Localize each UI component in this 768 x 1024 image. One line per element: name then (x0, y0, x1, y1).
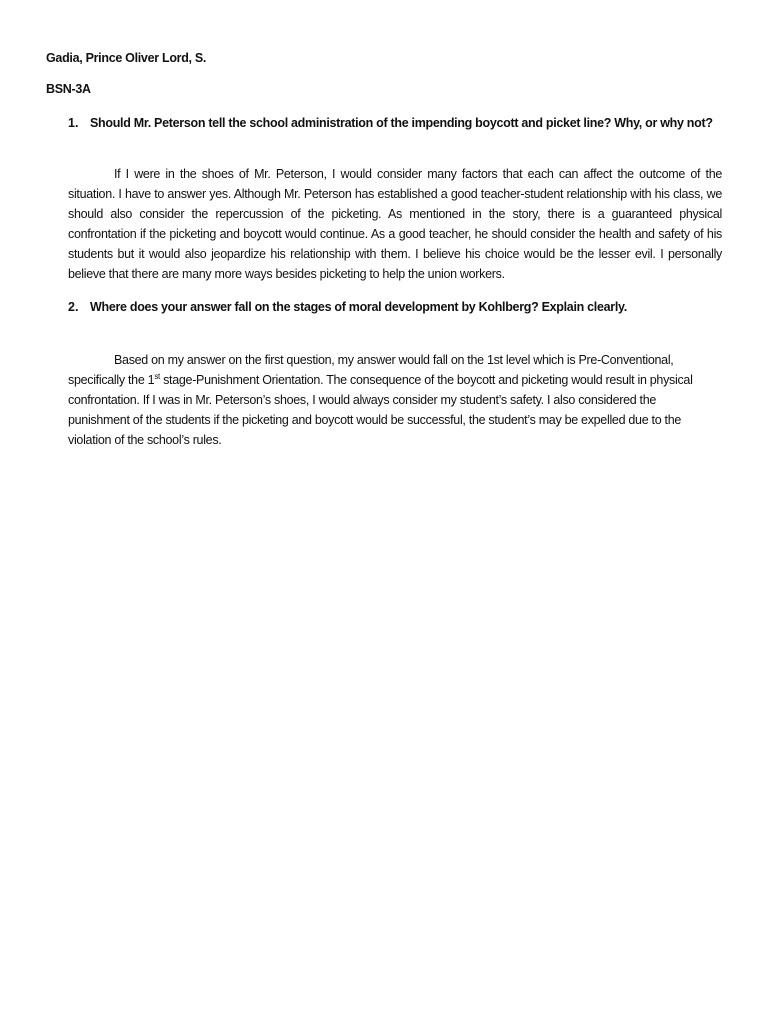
question-1-text: Should Mr. Peterson tell the school administration of the impending boycott and picket line? Why, or why not? (90, 116, 713, 130)
student-section: BSN-3A (46, 82, 91, 96)
student-name: Gadia, Prince Oliver Lord, S. (46, 51, 207, 65)
answer-2-text-part2: stage-Punishment Orientation. The consequence of the boycott and picketing would result in physical confrontation. If I was in Mr. Peterson’s shoes, I would always consider my student’s safety. I also considered the punishment of the students if the picketing and boycott would be successful, the student’s may be expelled due to the violation of the school’s rules. (68, 373, 693, 447)
answer-1-paragraph (68, 164, 722, 284)
question-1-number: 1. (68, 116, 79, 130)
question-2-text: Where does your answer fall on the stages of moral development by Kohlberg? Explain clearly. (90, 300, 627, 314)
answer-1-text: If I were in the shoes of Mr. Peterson, I would consider many factors that each can affect the outcome of the situation. I have to answer yes. Although Mr. Peterson has established a good teacher-student relationship with his class, we should also consider the repercussion of the picketing. As mentioned in the story, there is a guaranteed physical confrontation if the picketing and boycott would continue. As a good teacher, he should consider the health and safety of his students but it would also jeopardize his relationship with them. I believe his choice would be the lesser evil. I personally believe that there are many more ways besides picketing to help the union workers. (68, 167, 722, 281)
ordinal-superscript: st (154, 371, 160, 381)
question-2-number: 2. (68, 300, 79, 314)
answer-2-text-part1: Based on my answer on the first question, my answer would fall on the 1st level which is Pre-Conventional, specifically the 1 (68, 353, 674, 387)
answer-2-paragraph (68, 350, 718, 450)
